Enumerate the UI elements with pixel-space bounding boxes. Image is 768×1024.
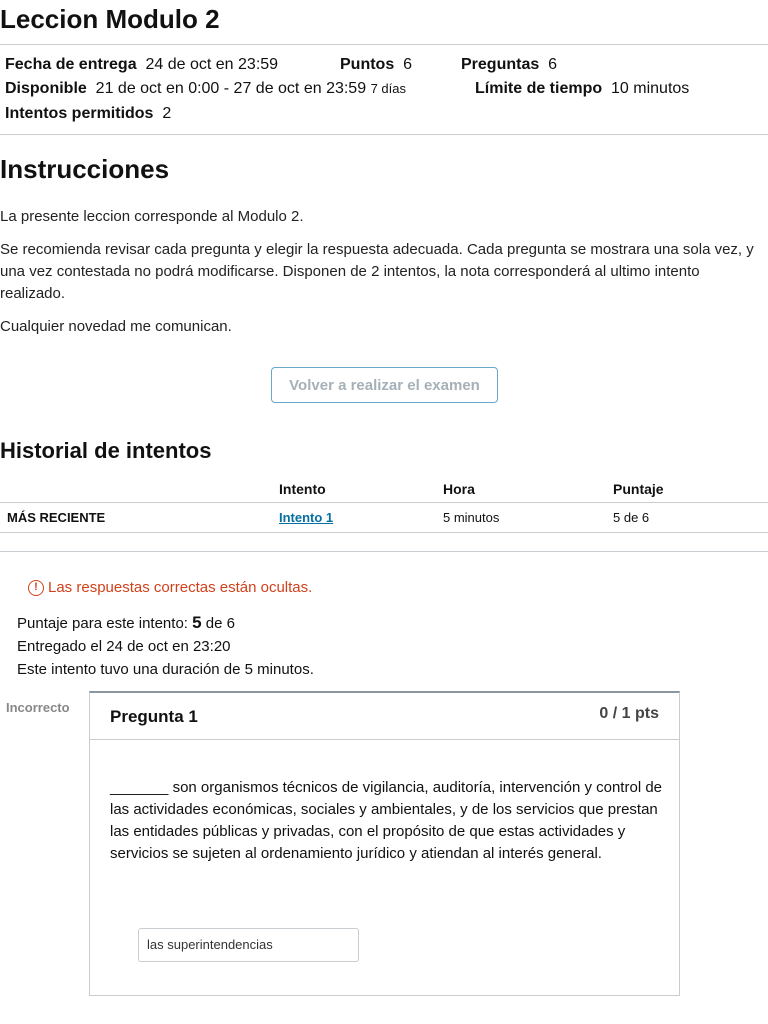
- availability: Disponible 21 de oct en 0:00 - 27 de oct en 23:59 7 días: [5, 80, 406, 97]
- question-card: [89, 691, 680, 996]
- allowed-attempts: Intentos permitidos 2: [5, 105, 172, 122]
- column-header-attempt: Intento: [279, 481, 326, 497]
- question-header: [90, 693, 679, 740]
- attempt-score-line: Puntaje para este intento: 5 de 6: [17, 613, 235, 632]
- answer-status-badge: Incorrecto: [6, 700, 70, 715]
- divider: [0, 44, 768, 45]
- divider: [0, 551, 768, 552]
- row-label-latest: MÁS RECIENTE: [7, 510, 106, 525]
- hidden-answers-notice: ! Las respuestas correctas están ocultas.: [28, 578, 312, 598]
- attempt-score: 5 de 6: [613, 510, 650, 525]
- points: Puntos 6: [340, 56, 413, 73]
- questions-count: Preguntas 6: [461, 56, 558, 73]
- page-title: Leccion Modulo 2: [0, 4, 220, 34]
- table-divider: [0, 502, 768, 503]
- answer-field: las superintendencias: [138, 928, 359, 962]
- warning-icon: !: [28, 580, 44, 596]
- duration-line: Este intento tuvo una duración de 5 minutos.: [17, 661, 314, 678]
- question-title: Pregunta 1: [110, 707, 198, 726]
- instructions-heading: Instrucciones: [0, 154, 170, 184]
- question-points: 0 / 1 pts: [599, 705, 659, 722]
- instructions-paragraph: Se recomienda revisar cada pregunta y elegir la respuesta adecuada. Cada pregunta se mostrara una sola vez, y una vez contestada no podrá modificarse. Disponen de 2 intentos, la nota corresponderá al ultimo intento realizado.: [0, 241, 754, 302]
- divider: [0, 134, 768, 135]
- time-limit: Límite de tiempo 10 minutos: [475, 80, 690, 97]
- column-header-score: Puntaje: [613, 481, 664, 497]
- due-date: Fecha de entrega 24 de oct en 23:59: [5, 56, 279, 73]
- column-header-time: Hora: [443, 481, 475, 497]
- attempt-history-heading: Historial de intentos: [0, 438, 212, 463]
- attempt-link[interactable]: Intento 1: [279, 510, 334, 525]
- attempt-time: 5 minutos: [443, 510, 500, 525]
- table-divider: [0, 532, 768, 533]
- retake-quiz-button[interactable]: Volver a realizar el examen: [271, 367, 498, 403]
- submitted-line: Entregado el 24 de oct en 23:20: [17, 638, 231, 655]
- question-text: _______ son organismos técnicos de vigilancia, auditoría, intervención y control de las actividades económicas, sociales y ambientales, y de los servicios que prestan las entidades públicas y privadas, con el propósito de que estas actividades y servicios se sujeten al ordenamiento jurídico y atiendan al interés general.: [110, 779, 662, 862]
- instructions-paragraph: La presente leccion corresponde al Modulo 2.: [0, 208, 304, 225]
- instructions-paragraph: Cualquier novedad me comunican.: [0, 318, 232, 335]
